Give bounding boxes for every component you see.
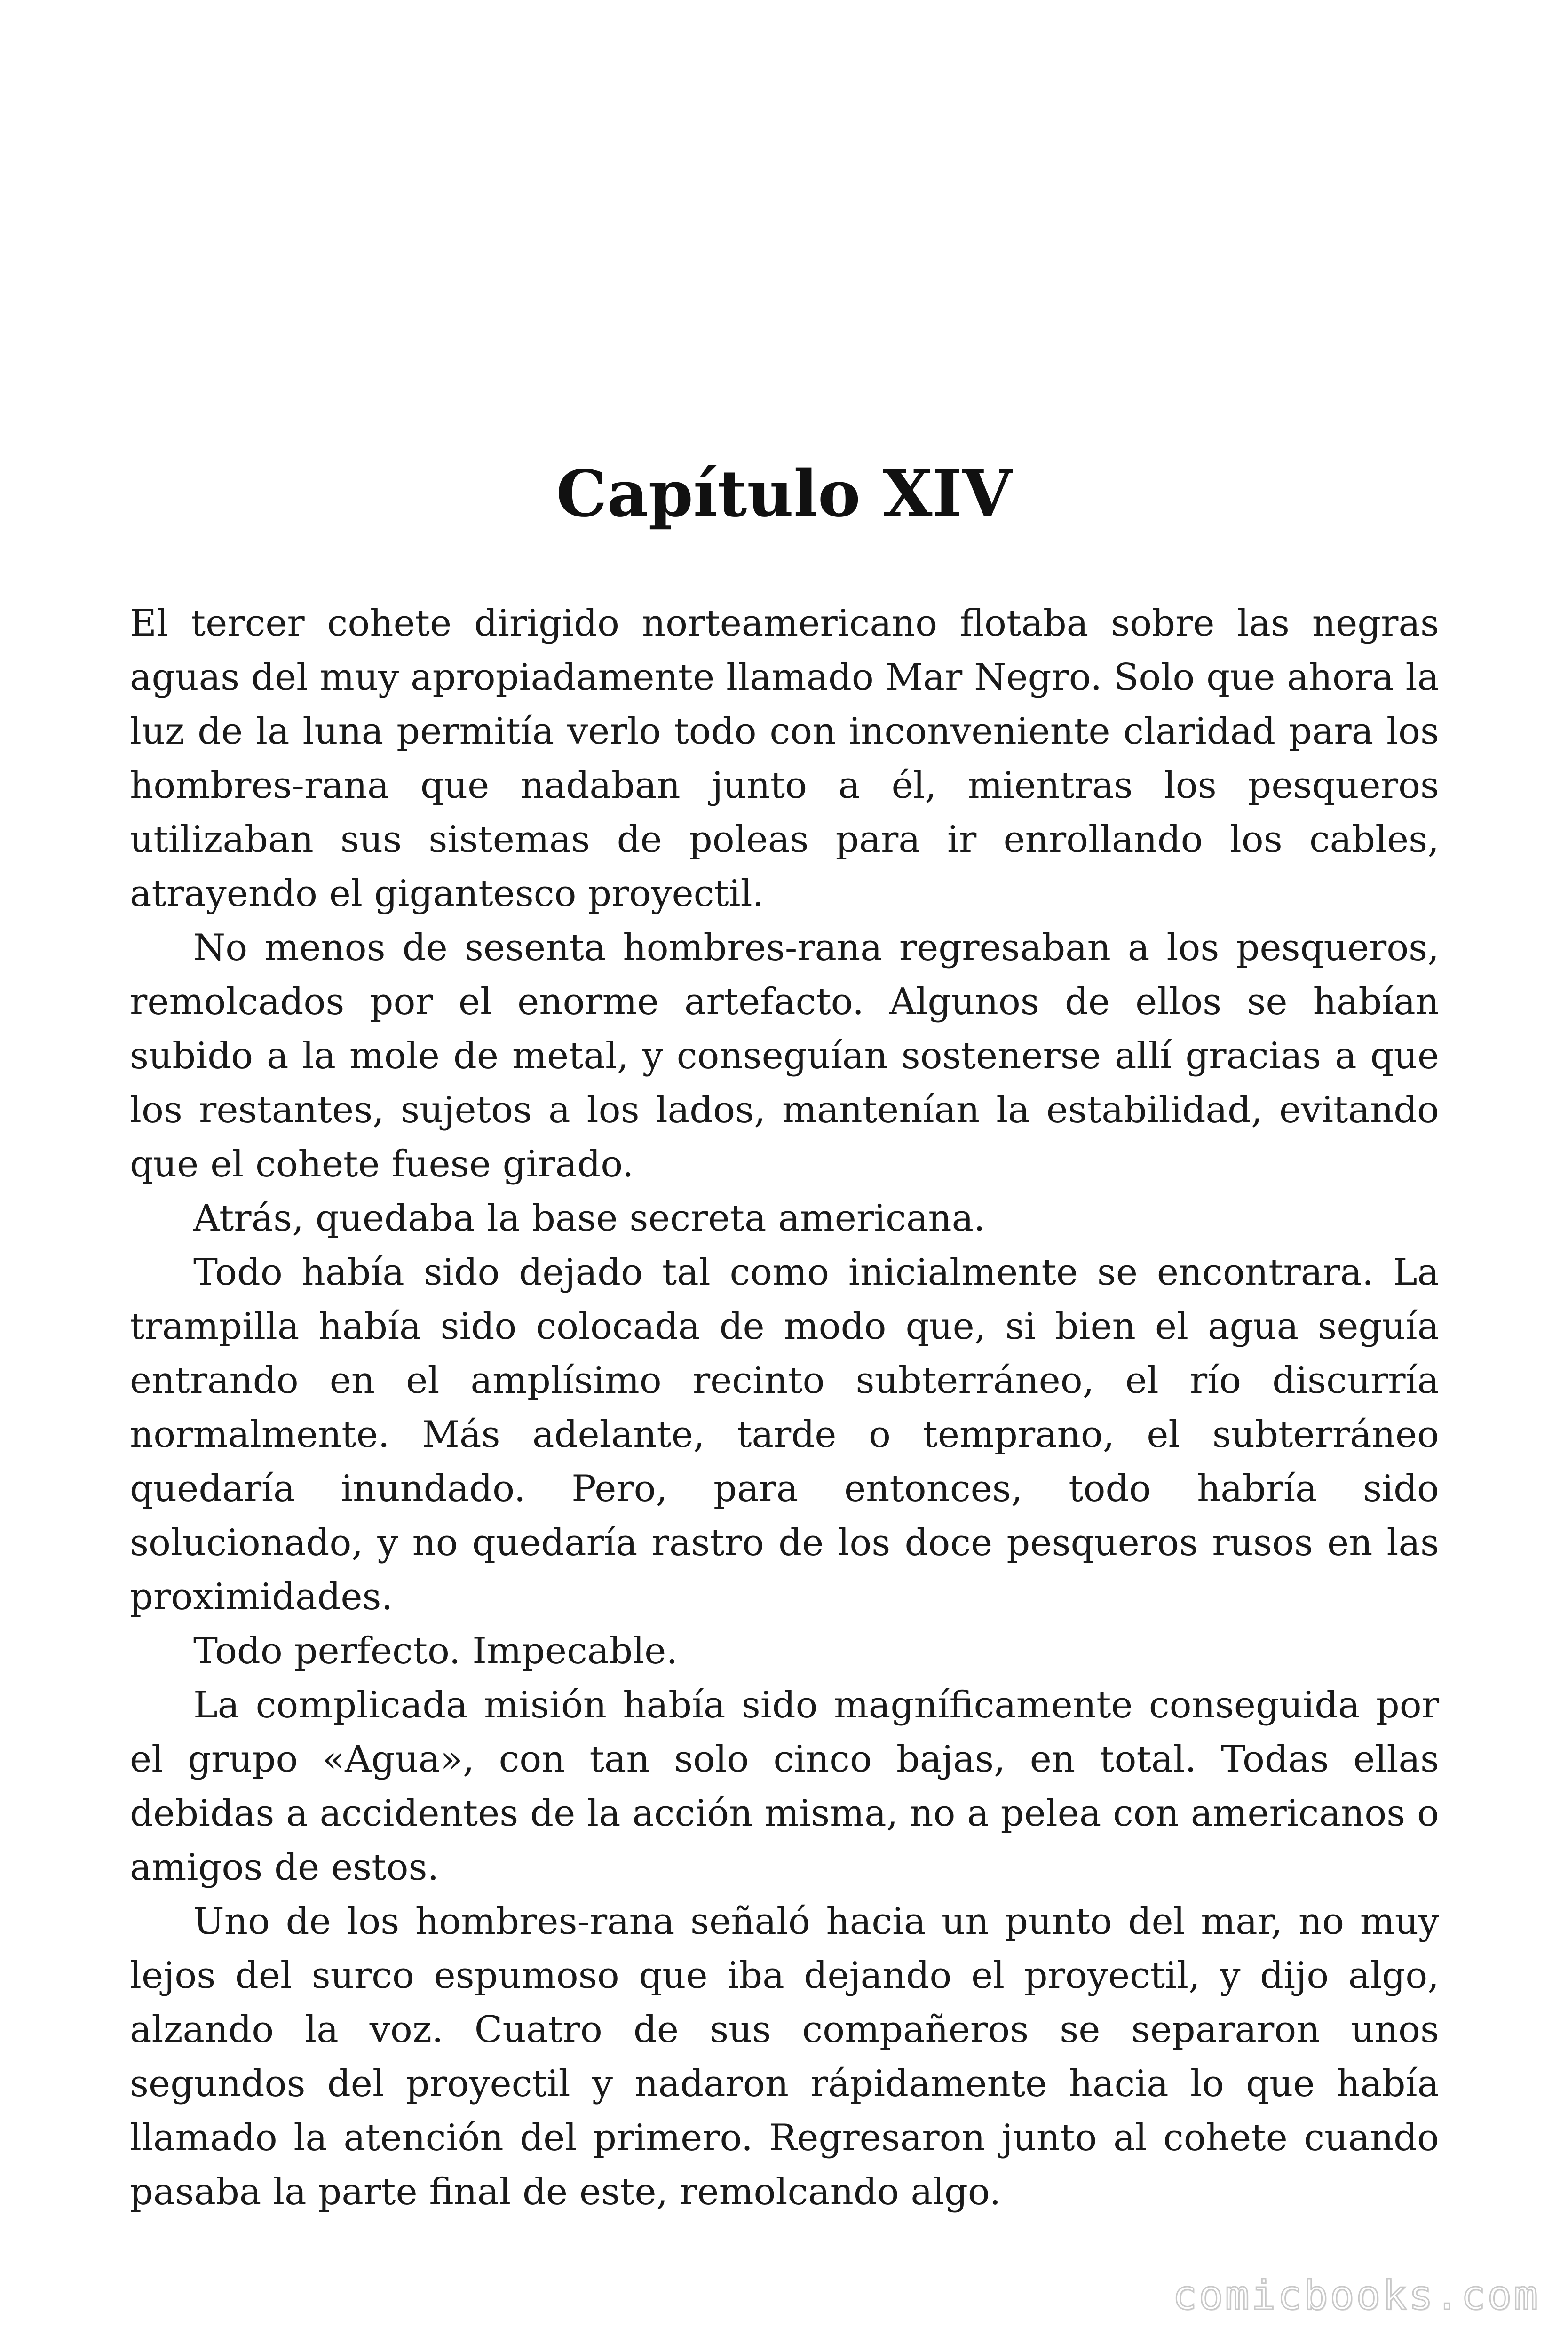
paragraph-7: Uno de los hombres-rana señaló hacia un punto del mar, no muy lejos del surco espumoso que iba dejando el proyectil, y dijo algo, alzando la voz. Cuatro de sus compañeros se separaron unos segundos del proyectil y nadaron rápidamente hacia lo que había llamado la atención del primero. Regresaron junto al cohete cuando pasaba la parte final de este, remolcando algo.	[130, 1900, 1439, 2213]
paragraph-5: Todo perfecto. Impecable.	[193, 1630, 678, 1672]
paragraph-2: No menos de sesenta hombres-rana regresaban a los pesqueros, remolcados por el enorme artefacto. Algunos de ellos se habían subido a la mole de metal, y conseguían sostenerse allí gracias a que los restantes, sujetos a los lados, mantenían la estabilidad, evitando que el cohete fuese girado.	[130, 927, 1439, 1185]
paragraph-3: Atrás, quedaba la base secreta americana.	[193, 1197, 985, 1240]
chapter-body	[130, 596, 1439, 2219]
watermark: comicbooks.com	[1172, 2272, 1540, 2319]
paragraph-4: Todo había sido dejado tal como inicialmente se encontrara. La trampilla había sido colocada de modo que, si bien el agua seguía entrando en el amplísimo recinto subterráneo, el río discurría normalmente. Más adelante, tarde o temprano, el subterráneo quedaría inundado. Pero, para entonces, todo habría sido solucionado, y no quedaría rastro de los doce pesqueros rusos en las proximidades.	[130, 1251, 1439, 1618]
paragraph-1: El tercer cohete dirigido norteamericano flotaba sobre las negras aguas del muy apropiadamente llamado Mar Negro. Solo que ahora la luz de la luna permitía verlo todo con inconveniente claridad para los hombres-rana que nadaban junto a él, mientras los pesqueros utilizaban sus sistemas de poleas para ir enrollando los cables, atrayendo el gigantesco proyectil.	[130, 602, 1439, 915]
paragraph-6: La complicada misión había sido magníficamente conseguida por el grupo «Agua», con tan solo cinco bajas, en total. Todas ellas debidas a accidentes de la acción misma, no a pelea con americanos o amigos de estos.	[130, 1684, 1439, 1889]
chapter-title: Capítulo XIV	[556, 456, 1012, 532]
